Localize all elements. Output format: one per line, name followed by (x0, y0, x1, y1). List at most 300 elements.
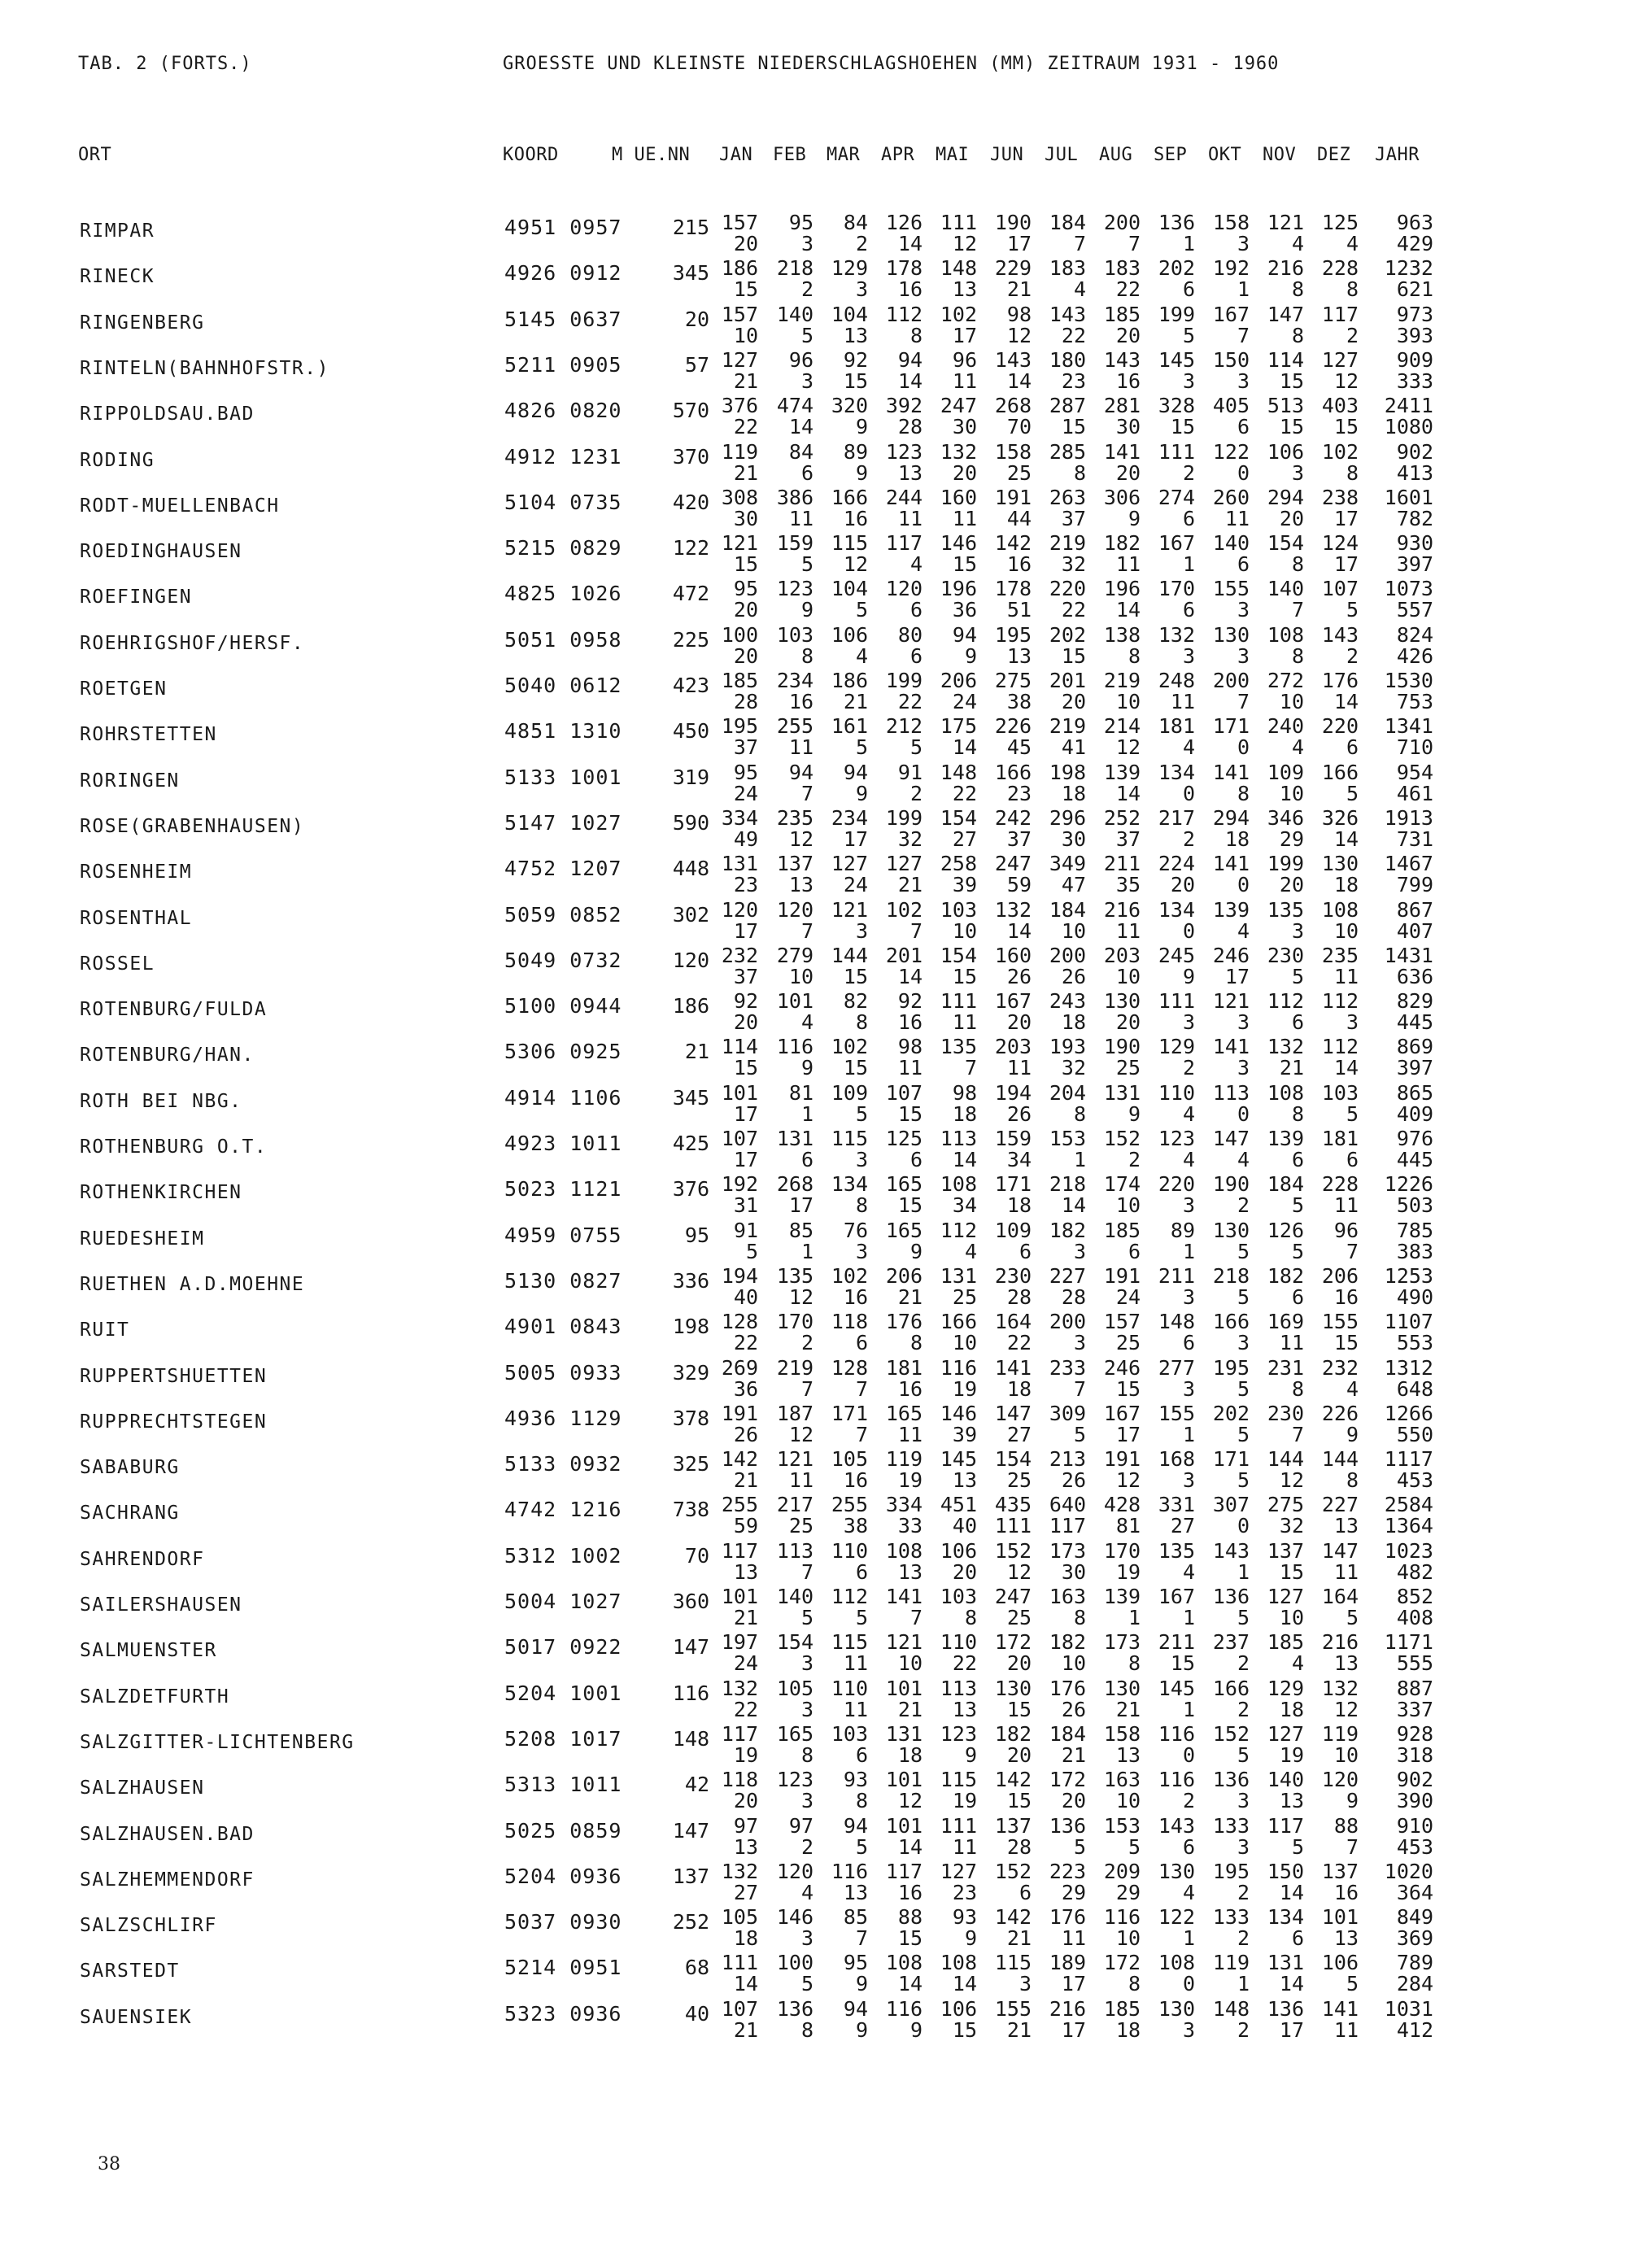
min-value: 36 (733, 1376, 758, 1401)
min-value: 23 (1061, 369, 1086, 393)
max-value: 129 (1267, 1676, 1304, 1700)
min-value: 6 (1291, 1010, 1304, 1035)
max-value: 245 (1158, 943, 1195, 967)
station-elevation: 376 (672, 1177, 709, 1202)
max-value: 106 (1267, 439, 1304, 464)
min-value: 7 (800, 781, 814, 805)
min-value: 25 (1115, 1331, 1141, 1355)
max-value: 94 (843, 1996, 868, 2021)
max-value: 186 (721, 256, 758, 281)
station-elevation: 570 (672, 399, 709, 423)
min-value: 5 (1291, 964, 1304, 988)
station-coordinates: 5025 0859 (504, 1818, 622, 1843)
min-value: 20 (1006, 1010, 1032, 1035)
min-value: 337 (1396, 1697, 1433, 1721)
min-value: 11 (1333, 1559, 1359, 1584)
max-value: 148 (1158, 1310, 1195, 1334)
min-value: 11 (843, 1651, 868, 1676)
max-value: 230 (1267, 943, 1304, 967)
max-value: 108 (885, 1538, 923, 1563)
max-value: 218 (1212, 1263, 1250, 1288)
max-value: 173 (1103, 1630, 1141, 1655)
station-coordinates: 5004 1027 (504, 1590, 622, 1613)
station-coordinates: 5208 1017 (504, 1726, 622, 1751)
max-value: 194 (994, 1080, 1032, 1105)
min-value: 21 (897, 1284, 923, 1309)
max-value: 114 (721, 1035, 758, 1059)
min-value: 16 (1115, 369, 1141, 393)
min-value: 21 (1006, 2017, 1032, 2042)
max-value: 112 (831, 1585, 868, 1608)
max-value: 154 (994, 1447, 1032, 1472)
max-value: 220 (1321, 714, 1359, 739)
max-value: 130 (1158, 1859, 1195, 1883)
max-value: 154 (776, 1630, 814, 1655)
min-value: 1 (800, 1101, 814, 1126)
min-value: 18 (1061, 781, 1086, 805)
min-value: 3 (1291, 918, 1304, 943)
min-value: 15 (952, 552, 977, 577)
max-value: 116 (885, 1996, 923, 2021)
max-value: 185 (1267, 1630, 1304, 1655)
min-value: 15 (1279, 415, 1304, 439)
station-elevation: 215 (672, 216, 709, 239)
col-jahr: JAHR (1375, 145, 1420, 165)
min-value: 11 (1115, 552, 1141, 577)
min-value: 15 (952, 2017, 977, 2042)
min-value: 15 (1061, 643, 1086, 668)
max-value: 195 (721, 714, 758, 739)
max-value: 163 (1049, 1585, 1086, 1608)
min-value: 4 (800, 1880, 814, 1904)
max-value: 170 (776, 1310, 814, 1334)
min-value: 2 (1237, 2017, 1250, 2042)
station-coordinates: 5306 0925 (504, 1040, 622, 1064)
max-value: 143 (994, 347, 1032, 372)
max-value: 103 (831, 1721, 868, 1746)
min-value: 21 (897, 873, 923, 897)
max-value: 219 (1103, 669, 1141, 692)
min-value: 14 (1333, 827, 1359, 851)
min-value: 23 (733, 873, 758, 897)
min-value: 4 (1073, 277, 1086, 302)
min-value: 7 (1346, 1239, 1359, 1263)
max-value: 101 (885, 1768, 923, 1792)
max-value: 275 (994, 669, 1032, 692)
min-value: 0 (1237, 735, 1250, 760)
max-value: 92 (733, 989, 758, 1014)
max-value: 95 (788, 211, 814, 234)
max-value: 244 (885, 485, 923, 509)
max-value: 137 (776, 852, 814, 876)
min-value: 5 (1346, 1606, 1359, 1629)
min-value: 11 (788, 735, 814, 760)
max-value: 175 (940, 714, 977, 739)
min-value: 10 (1115, 690, 1141, 713)
max-value: 308 (721, 485, 758, 509)
min-value: 408 (1396, 1606, 1433, 1629)
min-value: 21 (1061, 1742, 1086, 1767)
min-value: 17 (733, 1148, 758, 1171)
min-value: 14 (1115, 781, 1141, 805)
max-value: 141 (885, 1585, 923, 1608)
max-value: 129 (831, 256, 868, 281)
min-value: 24 (1115, 1284, 1141, 1309)
station-name: ROEDINGHAUSEN (80, 541, 242, 563)
max-value: 106 (831, 622, 868, 647)
station-name: RUEDESHEIM (80, 1228, 205, 1250)
min-value: 39 (952, 1422, 977, 1446)
min-value: 17 (733, 1101, 758, 1126)
col-apr: APR (881, 145, 915, 165)
station-name: ROHRSTETTEN (80, 724, 217, 746)
min-value: 1 (1182, 1422, 1195, 1446)
station-elevation: 147 (672, 1635, 709, 1660)
min-value: 14 (788, 415, 814, 439)
max-value: 199 (1158, 302, 1195, 326)
min-value: 117 (1049, 1514, 1086, 1538)
min-value: 1 (1182, 552, 1195, 577)
min-value: 24 (733, 1651, 758, 1676)
max-value: 200 (1049, 943, 1086, 967)
min-value: 6 (909, 643, 923, 668)
min-value: 6 (1019, 1239, 1032, 1263)
station-name: RINECK (80, 266, 155, 288)
table-row (0, 1080, 1627, 1132)
max-value: 127 (885, 852, 923, 876)
min-value: 15 (1279, 1559, 1304, 1584)
min-value: 3 (1237, 1056, 1250, 1080)
min-value: 18 (1006, 1376, 1032, 1401)
max-value: 125 (885, 1127, 923, 1150)
max-value: 115 (831, 1630, 868, 1655)
max-value: 191 (721, 1401, 758, 1425)
max-value: 147 (1321, 1538, 1359, 1563)
min-value: 3 (855, 1148, 868, 1171)
max-value: 150 (1212, 347, 1250, 372)
min-value: 26 (1006, 1101, 1032, 1126)
max-value: 865 (1396, 1080, 1433, 1105)
min-value: 25 (788, 1514, 814, 1538)
min-value: 393 (1396, 323, 1433, 347)
min-value: 3 (800, 369, 814, 393)
max-value: 137 (1267, 1538, 1304, 1563)
min-value: 23 (1006, 781, 1032, 805)
min-value: 0 (1237, 1101, 1250, 1126)
max-value: 144 (1267, 1447, 1304, 1472)
max-value: 180 (1049, 347, 1086, 372)
min-value: 15 (1006, 1789, 1032, 1813)
min-value: 21 (733, 1468, 758, 1493)
min-value: 3 (1182, 1376, 1195, 1401)
max-value: 910 (1396, 1813, 1433, 1838)
min-value: 3 (1182, 1284, 1195, 1309)
max-value: 92 (843, 347, 868, 372)
col-nov: NOV (1263, 145, 1297, 165)
max-value: 127 (1267, 1585, 1304, 1608)
min-value: 15 (1061, 415, 1086, 439)
max-value: 279 (776, 943, 814, 967)
max-value: 220 (1158, 1172, 1195, 1197)
min-value: 3 (1019, 1972, 1032, 1996)
min-value: 731 (1396, 827, 1433, 851)
max-value: 143 (1103, 347, 1141, 372)
station-name: SALMUENSTER (80, 1640, 217, 1662)
min-value: 14 (952, 735, 977, 760)
min-value: 6 (1128, 1239, 1141, 1263)
min-value: 3 (800, 1651, 814, 1676)
min-value: 30 (1061, 827, 1086, 851)
min-value: 13 (843, 1880, 868, 1904)
min-value: 51 (1006, 598, 1032, 622)
max-value: 101 (776, 989, 814, 1014)
max-value: 128 (831, 1355, 868, 1380)
min-value: 7 (1128, 232, 1141, 255)
station-name: ROSENHEIM (80, 861, 193, 883)
station-coordinates: 4951 0957 (504, 216, 622, 239)
max-value: 331 (1158, 1493, 1195, 1517)
min-value: 13 (952, 277, 977, 302)
max-value: 101 (885, 1813, 923, 1838)
max-value: 126 (885, 211, 923, 234)
min-value: 8 (855, 1789, 868, 1813)
min-value: 3 (1237, 1331, 1250, 1355)
max-value: 263 (1049, 485, 1086, 509)
max-value: 106 (940, 1996, 977, 2021)
max-value: 171 (831, 1401, 868, 1425)
max-value: 100 (776, 1951, 814, 1975)
max-value: 1341 (1384, 714, 1433, 739)
max-value: 112 (1267, 989, 1304, 1014)
max-value: 101 (721, 1080, 758, 1105)
max-value: 182 (1267, 1263, 1304, 1288)
max-value: 247 (994, 1585, 1032, 1608)
max-value: 131 (940, 1263, 977, 1288)
station-elevation: 70 (684, 1543, 709, 1568)
min-value: 6 (1291, 1284, 1304, 1309)
min-value: 37 (1115, 827, 1141, 851)
station-elevation: 329 (672, 1360, 709, 1385)
min-value: 20 (733, 1010, 758, 1035)
min-value: 284 (1396, 1972, 1433, 1996)
max-value: 102 (1321, 439, 1359, 464)
max-value: 320 (831, 394, 868, 418)
col-mai: MAI (936, 145, 970, 165)
min-value: 1364 (1384, 1514, 1433, 1538)
min-value: 28 (1006, 1284, 1032, 1309)
max-value: 930 (1396, 531, 1433, 556)
max-value: 867 (1396, 897, 1433, 922)
max-value: 94 (843, 760, 868, 784)
max-value: 147 (1212, 1127, 1250, 1150)
max-value: 403 (1321, 394, 1359, 418)
max-value: 161 (831, 714, 868, 739)
max-value: 173 (1049, 1538, 1086, 1563)
min-value: 8 (1128, 1972, 1141, 1996)
max-value: 186 (831, 669, 868, 692)
max-value: 130 (994, 1676, 1032, 1700)
station-name: RIMPAR (80, 220, 155, 242)
max-value: 195 (1212, 1859, 1250, 1883)
max-value: 165 (885, 1401, 923, 1425)
min-value: 29 (1115, 1880, 1141, 1904)
min-value: 11 (1115, 918, 1141, 943)
page-number: 38 (98, 2154, 120, 2174)
min-value: 1 (1237, 1559, 1250, 1584)
max-value: 143 (1049, 302, 1086, 326)
max-value: 1107 (1384, 1310, 1433, 1334)
min-value: 10 (1061, 1651, 1086, 1676)
max-value: 148 (1212, 1996, 1250, 2021)
min-value: 28 (1006, 1834, 1032, 1859)
max-value: 167 (994, 989, 1032, 1014)
min-value: 12 (1333, 1697, 1359, 1721)
min-value: 5 (1237, 1284, 1250, 1309)
station-elevation: 590 (672, 810, 709, 835)
col-mar: MAR (827, 145, 861, 165)
max-value: 76 (843, 1218, 868, 1242)
max-value: 191 (994, 485, 1032, 509)
min-value: 9 (964, 1926, 977, 1951)
min-value: 0 (1237, 460, 1250, 485)
max-value: 111 (940, 211, 977, 234)
max-value: 110 (940, 1630, 977, 1655)
max-value: 167 (1158, 531, 1195, 556)
min-value: 1 (800, 1239, 814, 1263)
min-value: 5 (800, 1606, 814, 1629)
table-row (0, 1035, 1627, 1085)
min-value: 30 (1061, 1559, 1086, 1584)
min-value: 12 (788, 1284, 814, 1309)
min-value: 12 (843, 552, 868, 577)
max-value: 157 (1103, 1310, 1141, 1334)
min-value: 47 (1061, 873, 1086, 897)
station-elevation: 738 (672, 1498, 709, 1522)
max-value: 172 (994, 1630, 1032, 1655)
min-value: 14 (1333, 1056, 1359, 1080)
max-value: 206 (885, 1263, 923, 1288)
max-value: 246 (1103, 1355, 1141, 1380)
station-elevation: 186 (672, 994, 709, 1018)
max-value: 132 (1158, 622, 1195, 647)
min-value: 17 (1115, 1422, 1141, 1446)
max-value: 211 (1158, 1263, 1195, 1288)
min-value: 5 (855, 598, 868, 622)
min-value: 11 (788, 506, 814, 530)
min-value: 7 (909, 1606, 923, 1629)
min-value: 16 (1333, 1880, 1359, 1904)
table-row (0, 622, 1627, 674)
max-value: 145 (940, 1447, 977, 1472)
max-value: 139 (1212, 897, 1250, 922)
max-value: 148 (940, 760, 977, 784)
min-value: 17 (1061, 2017, 1086, 2042)
min-value: 19 (897, 1468, 923, 1493)
min-value: 13 (897, 460, 923, 485)
min-value: 45 (1006, 735, 1032, 760)
min-value: 5 (1128, 1834, 1141, 1859)
min-value: 555 (1396, 1651, 1433, 1676)
min-value: 15 (952, 964, 977, 988)
max-value: 199 (885, 805, 923, 830)
max-value: 216 (1321, 1630, 1359, 1655)
max-value: 238 (1321, 485, 1359, 509)
min-value: 5 (1237, 1422, 1250, 1446)
min-value: 5 (1291, 1193, 1304, 1218)
table-row (0, 1127, 1627, 1177)
max-value: 140 (1267, 577, 1304, 601)
max-value: 107 (721, 1127, 758, 1150)
min-value: 13 (1279, 1789, 1304, 1813)
min-value: 21 (1279, 1056, 1304, 1080)
max-value: 237 (1212, 1630, 1250, 1655)
min-value: 553 (1396, 1331, 1433, 1355)
max-value: 193 (1049, 1035, 1086, 1059)
max-value: 103 (940, 897, 977, 922)
min-value: 3 (1237, 1789, 1250, 1813)
min-value: 0 (1182, 1742, 1195, 1767)
min-value: 11 (1170, 690, 1195, 713)
max-value: 130 (1103, 1676, 1141, 1700)
min-value: 453 (1396, 1834, 1433, 1859)
min-value: 453 (1396, 1468, 1433, 1493)
max-value: 135 (776, 1263, 814, 1288)
min-value: 26 (1061, 1697, 1086, 1721)
max-value: 513 (1267, 394, 1304, 418)
max-value: 95 (843, 1951, 868, 1975)
min-value: 2 (800, 1331, 814, 1355)
min-value: 6 (800, 460, 814, 485)
min-value: 3 (800, 1697, 814, 1721)
min-value: 3 (855, 918, 868, 943)
station-coordinates: 5313 1011 (504, 1773, 622, 1797)
min-value: 9 (964, 643, 977, 668)
min-value: 22 (733, 415, 758, 439)
max-value: 119 (1321, 1721, 1359, 1746)
max-value: 199 (1267, 852, 1304, 876)
min-value: 2 (1237, 1697, 1250, 1721)
max-value: 248 (1158, 669, 1195, 692)
max-value: 197 (721, 1630, 758, 1655)
max-value: 306 (1103, 485, 1141, 509)
min-value: 4 (1291, 735, 1304, 760)
min-value: 4 (1182, 735, 1195, 760)
max-value: 232 (1321, 1355, 1359, 1380)
min-value: 4 (855, 643, 868, 668)
table-row (0, 485, 1627, 536)
min-value: 4 (1237, 918, 1250, 943)
max-value: 141 (994, 1355, 1032, 1380)
max-value: 214 (1103, 714, 1141, 739)
station-elevation: 137 (672, 1864, 709, 1888)
max-value: 108 (1158, 1951, 1195, 1975)
max-value: 100 (721, 622, 758, 647)
min-value: 17 (1006, 232, 1032, 255)
station-elevation: 345 (672, 261, 709, 286)
station-coordinates: 5215 0829 (504, 536, 622, 560)
max-value: 176 (885, 1310, 923, 1334)
min-value: 2 (1237, 1880, 1250, 1904)
max-value: 85 (788, 1218, 814, 1242)
max-value: 228 (1321, 1172, 1359, 1197)
min-value: 6 (1182, 277, 1195, 302)
min-value: 426 (1396, 643, 1433, 668)
max-value: 141 (1103, 439, 1141, 464)
min-value: 9 (909, 1239, 923, 1263)
max-value: 117 (721, 1721, 758, 1746)
station-coordinates: 4959 0755 (504, 1223, 622, 1247)
max-value: 98 (952, 1080, 977, 1105)
